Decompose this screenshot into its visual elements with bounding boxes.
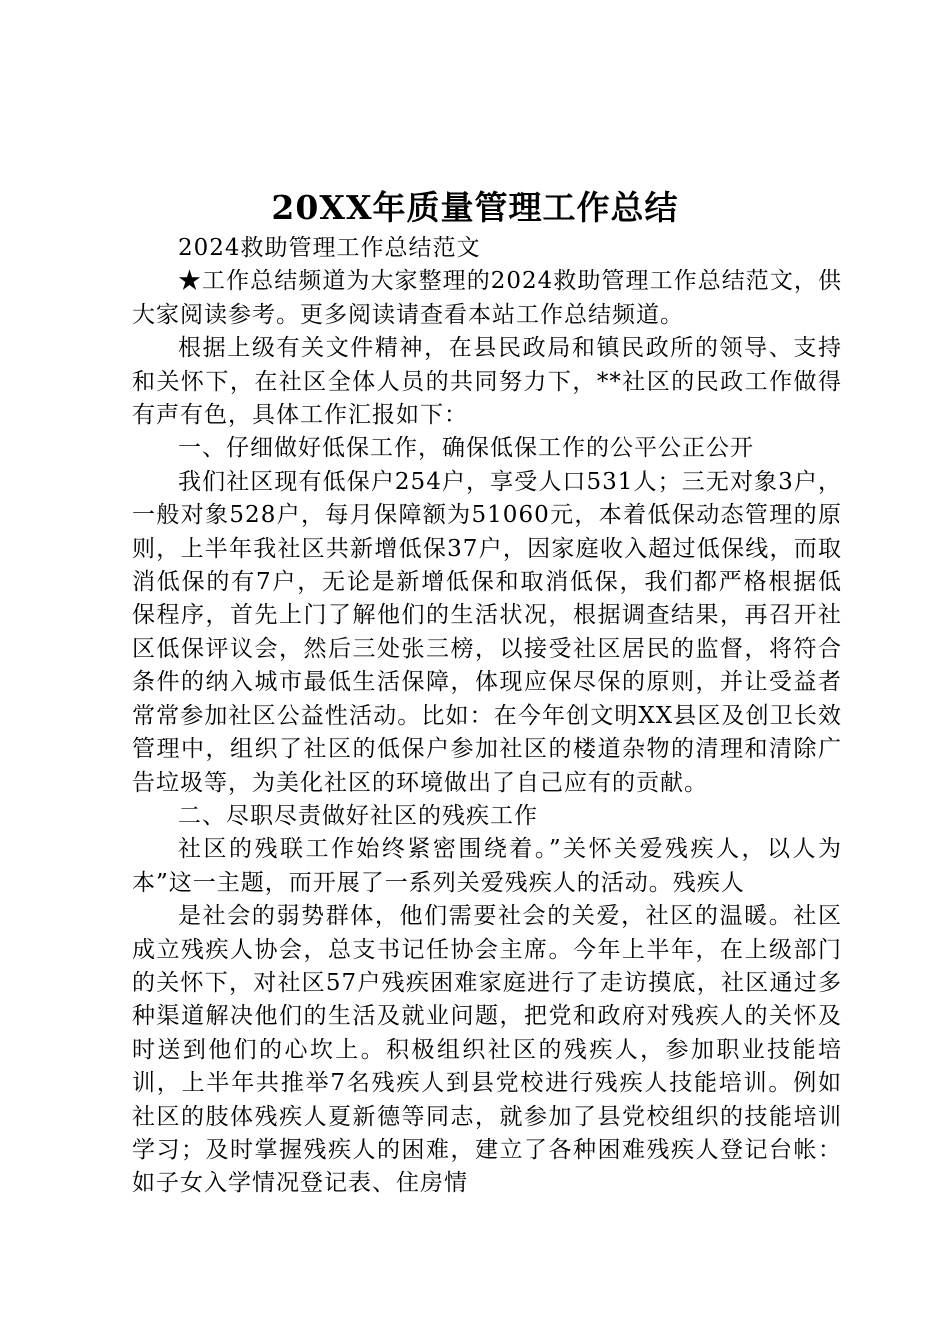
section-heading-1: 一、仔细做好低保工作，确保低保工作的公平公正公开 — [178, 435, 754, 462]
paragraph-disability-intro: 社区的残联工作始终紧密围绕着。”关怀关爱残疾人，以人为本”这一主题，而开展了一系列关爱残疾人的活动。残疾人 — [132, 836, 842, 896]
paragraph-low-income: 我们社区现有低保户254户，享受人口531人；三无对象3户，一般对象528户，每月保障额为51060元，本着低保动态管理的原则，上半年我社区共新增低保37户，因家庭收入超过低保线，而取消低保的有7户，无论是新增低保和取消低保，我们都严格根据低保程序，首先上门了解他们的生活状况，根据调查结果，再召开社区低保评议会，然后三处张三榜，以接受社区居民的监督，将符合条件的纳入城市最低生活保障，体现应保尽保的原则，并让受益者常常参加社区公益性活动。比如：在今年创文明XX县区及创卫长效管理中，组织了社区的低保户参加社区的楼道杂物的清理和清除广告垃圾等，为美化社区的环境做出了自己应有的贡献。 — [132, 468, 842, 796]
section-heading-2: 二、尽职尽责做好社区的残疾工作 — [178, 802, 538, 829]
paragraph-intro: ★工作总结频道为大家整理的2024救助管理工作总结范文，供大家阅读参考。更多阅读请查看本站工作总结频道。 — [132, 268, 842, 328]
document-body — [132, 232, 842, 1201]
paragraph-disability-detail: 是社会的弱势群体，他们需要社会的关爱，社区的温暖。社区成立残疾人协会，总支书记任协会主席。今年上半年，在上级部门的关怀下，对社区57户残疾困难家庭进行了走访摸底，社区通过多种渠道解决他们的生活及就业问题，把党和政府对残疾人的关怀及时送到他们的心坎上。积极组织社区的残疾人，参加职业技能培训，上半年共推举7名残疾人到县党校进行残疾人技能培训。例如社区的肢体残疾人夏新德等同志，就参加了县党校组织的技能培训学习；及时掌握残疾人的困难，建立了各种困难残疾人登记台帐：如子女入学情况登记表、住房情 — [132, 903, 842, 1197]
paragraph-subtitle: 2024救助管理工作总结范文 — [178, 235, 481, 261]
paragraph-overview: 根据上级有关文件精神，在县民政局和镇民政所的领导、支持和关怀下，在社区全体人员的共同努力下，**社区的民政工作做得有声有色，具体工作汇报如下： — [132, 335, 842, 429]
document-title: 20XX年质量管理工作总结 — [271, 188, 679, 227]
